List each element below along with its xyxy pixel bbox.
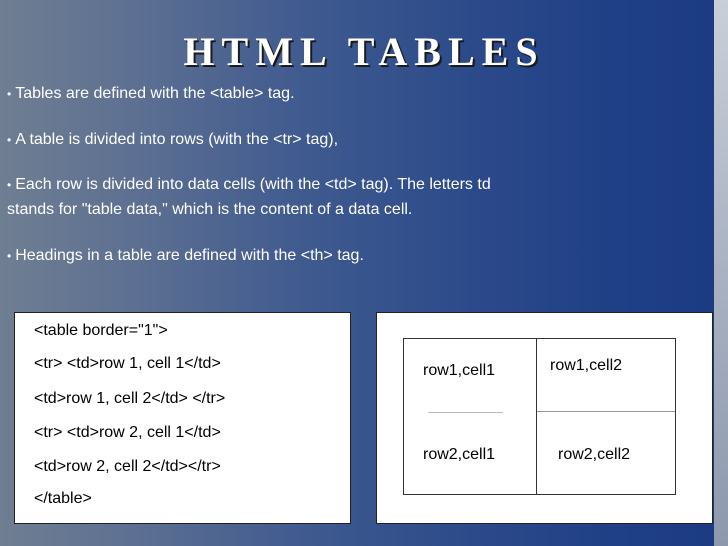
bullet-dot-icon: • bbox=[7, 178, 12, 192]
row-divider-right bbox=[537, 411, 675, 412]
bullet-dot-icon: • bbox=[7, 87, 12, 101]
slide-title: HTML TABLES bbox=[183, 29, 545, 74]
bullet-td-continuation bbox=[7, 198, 687, 222]
bullet-text: Tables are defined with the <table> tag. bbox=[15, 85, 295, 102]
table-cell-r2c2: row2,cell2 bbox=[558, 446, 631, 463]
bullet-text: Headings in a table are defined with the <th> tag. bbox=[15, 247, 364, 264]
code-line: <td>row 2, cell 2</td></tr> bbox=[34, 458, 221, 475]
right-edge-band bbox=[714, 0, 728, 546]
rendered-table-box bbox=[376, 312, 713, 524]
bullet-text: Each row is divided into data cells (with the <td> tag). The letters td bbox=[15, 176, 491, 193]
bullet-text: stands for "table data," which is the content of a data cell. bbox=[7, 201, 413, 218]
table-cell-r1c1: row1,cell1 bbox=[423, 362, 496, 379]
bullet-tr-tag bbox=[7, 128, 687, 152]
code-line: </table> bbox=[34, 490, 92, 507]
table-cell-r2c1: row2,cell1 bbox=[423, 446, 496, 463]
column-divider bbox=[536, 339, 537, 494]
bullet-dot-icon: • bbox=[7, 133, 12, 147]
table-cell-r1c2: row1,cell2 bbox=[550, 357, 623, 374]
bullet-dot-icon: • bbox=[7, 249, 12, 263]
bullet-table-tag bbox=[7, 82, 687, 106]
code-example-box bbox=[14, 312, 351, 524]
bullet-text: A table is divided into rows (with the <tr> tag), bbox=[15, 131, 339, 148]
bullet-th-tag bbox=[7, 244, 687, 268]
rendered-table bbox=[403, 338, 676, 495]
code-line: <tr> <td>row 1, cell 1</td> bbox=[34, 355, 221, 372]
code-line: <td>row 1, cell 2</td> </tr> bbox=[34, 390, 226, 407]
code-line: <table border="1"> bbox=[34, 322, 168, 339]
row-divider-left bbox=[428, 412, 503, 413]
bullet-td-tag bbox=[7, 173, 687, 197]
code-line: <tr> <td>row 2, cell 1</td> bbox=[34, 424, 221, 441]
